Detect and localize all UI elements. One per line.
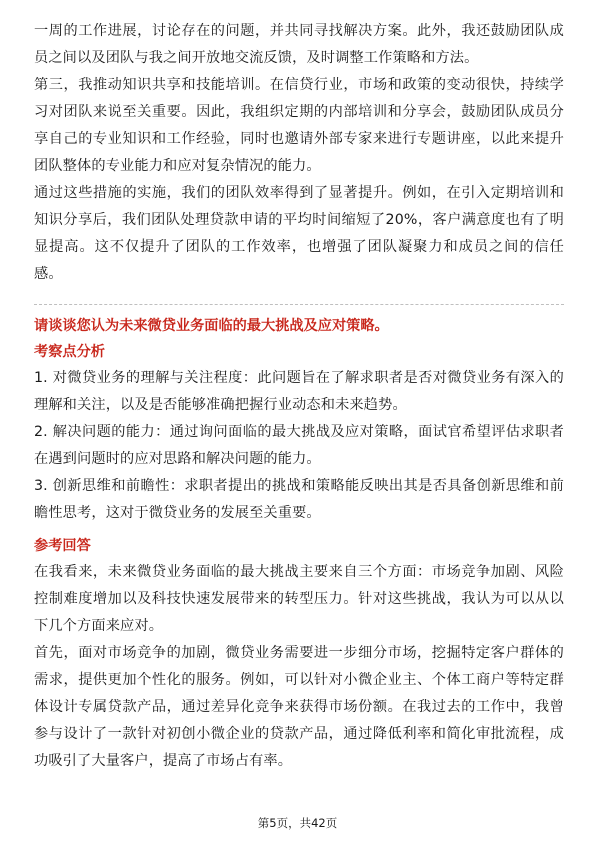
analysis-item-2: 2. 解决问题的能力：通过询问面临的最大挑战及应对策略，面试官希望评估求职者在遇到问题时的应对思路和解决问题的能力。 xyxy=(34,424,564,467)
page-number: 第5页，共42页 xyxy=(257,816,338,830)
analysis-item-3: 3. 创新思维和前瞻性：求职者提出的挑战和策略能反映出其是否具备创新思维和前瞻性思考，这对于微贷业务的发展至关重要。 xyxy=(34,478,564,521)
answer-paragraph-2: 首先，面对市场竞争的加剧，微贷业务需要进一步细分市场，挖掘特定客户群体的需求，提供更加个性化的服务。例如，可以针对小微企业主、个体工商户等特定群体设计专属贷款产品，通过差异化竞争来获得市场份额。在我过去的工作中，我曾参与设计了一款针对初创小微企业的贷款产品，通过降低利率和简化审批流程，成功吸引了大量客户，提高了市场占有率。 xyxy=(34,645,564,769)
intro-paragraph-2: 第三，我推动知识共享和技能培训。在信贷行业，市场和政策的变动很快，持续学习对团队来说至关重要。因此，我组织定期的内部培训和分享会，鼓励团队成员分享自己的专业知识和工作经验，同时也邀请外部专家来进行专题讲座，以此来提升团队整体的专业能力和应对复杂情况的能力。 xyxy=(34,77,564,174)
answer-heading: 参考回答 xyxy=(34,538,91,554)
analysis-item-1: 1. 对微贷业务的理解与关注程度：此问题旨在了解求职者是否对微贷业务有深入的理解和关注，以及是否能够准确把握行业动态和未来趋势。 xyxy=(34,370,564,413)
page-content xyxy=(34,18,564,775)
section-divider xyxy=(34,304,564,305)
answer-paragraph-1: 在我看来，未来微贷业务面临的最大挑战主要来自三个方面：市场竞争加剧、风险控制难度增加以及科技快速发展带来的转型压力。针对这些挑战，我认为可以从以下几个方面来应对。 xyxy=(34,564,564,634)
analysis-heading: 考察点分析 xyxy=(34,344,105,360)
intro-paragraph-3: 通过这些措施的实施，我们的团队效率得到了显著提升。例如，在引入定期培训和知识分享后，我们团队处理贷款申请的平均时间缩短了20%，客户满意度也有了明显提高。这不仅提升了团队的工作效率，也增强了团队凝聚力和成员之间的信任感。 xyxy=(34,185,564,282)
interview-question: 请谈谈您认为未来微贷业务面临的最大挑战及应对策略。 xyxy=(34,318,389,334)
intro-paragraph-1: 一周的工作进展，讨论存在的问题，并共同寻找解决方案。此外，我还鼓励团队成员之间以及团队与我之间开放地交流反馈，及时调整工作策略和方法。 xyxy=(34,23,564,66)
